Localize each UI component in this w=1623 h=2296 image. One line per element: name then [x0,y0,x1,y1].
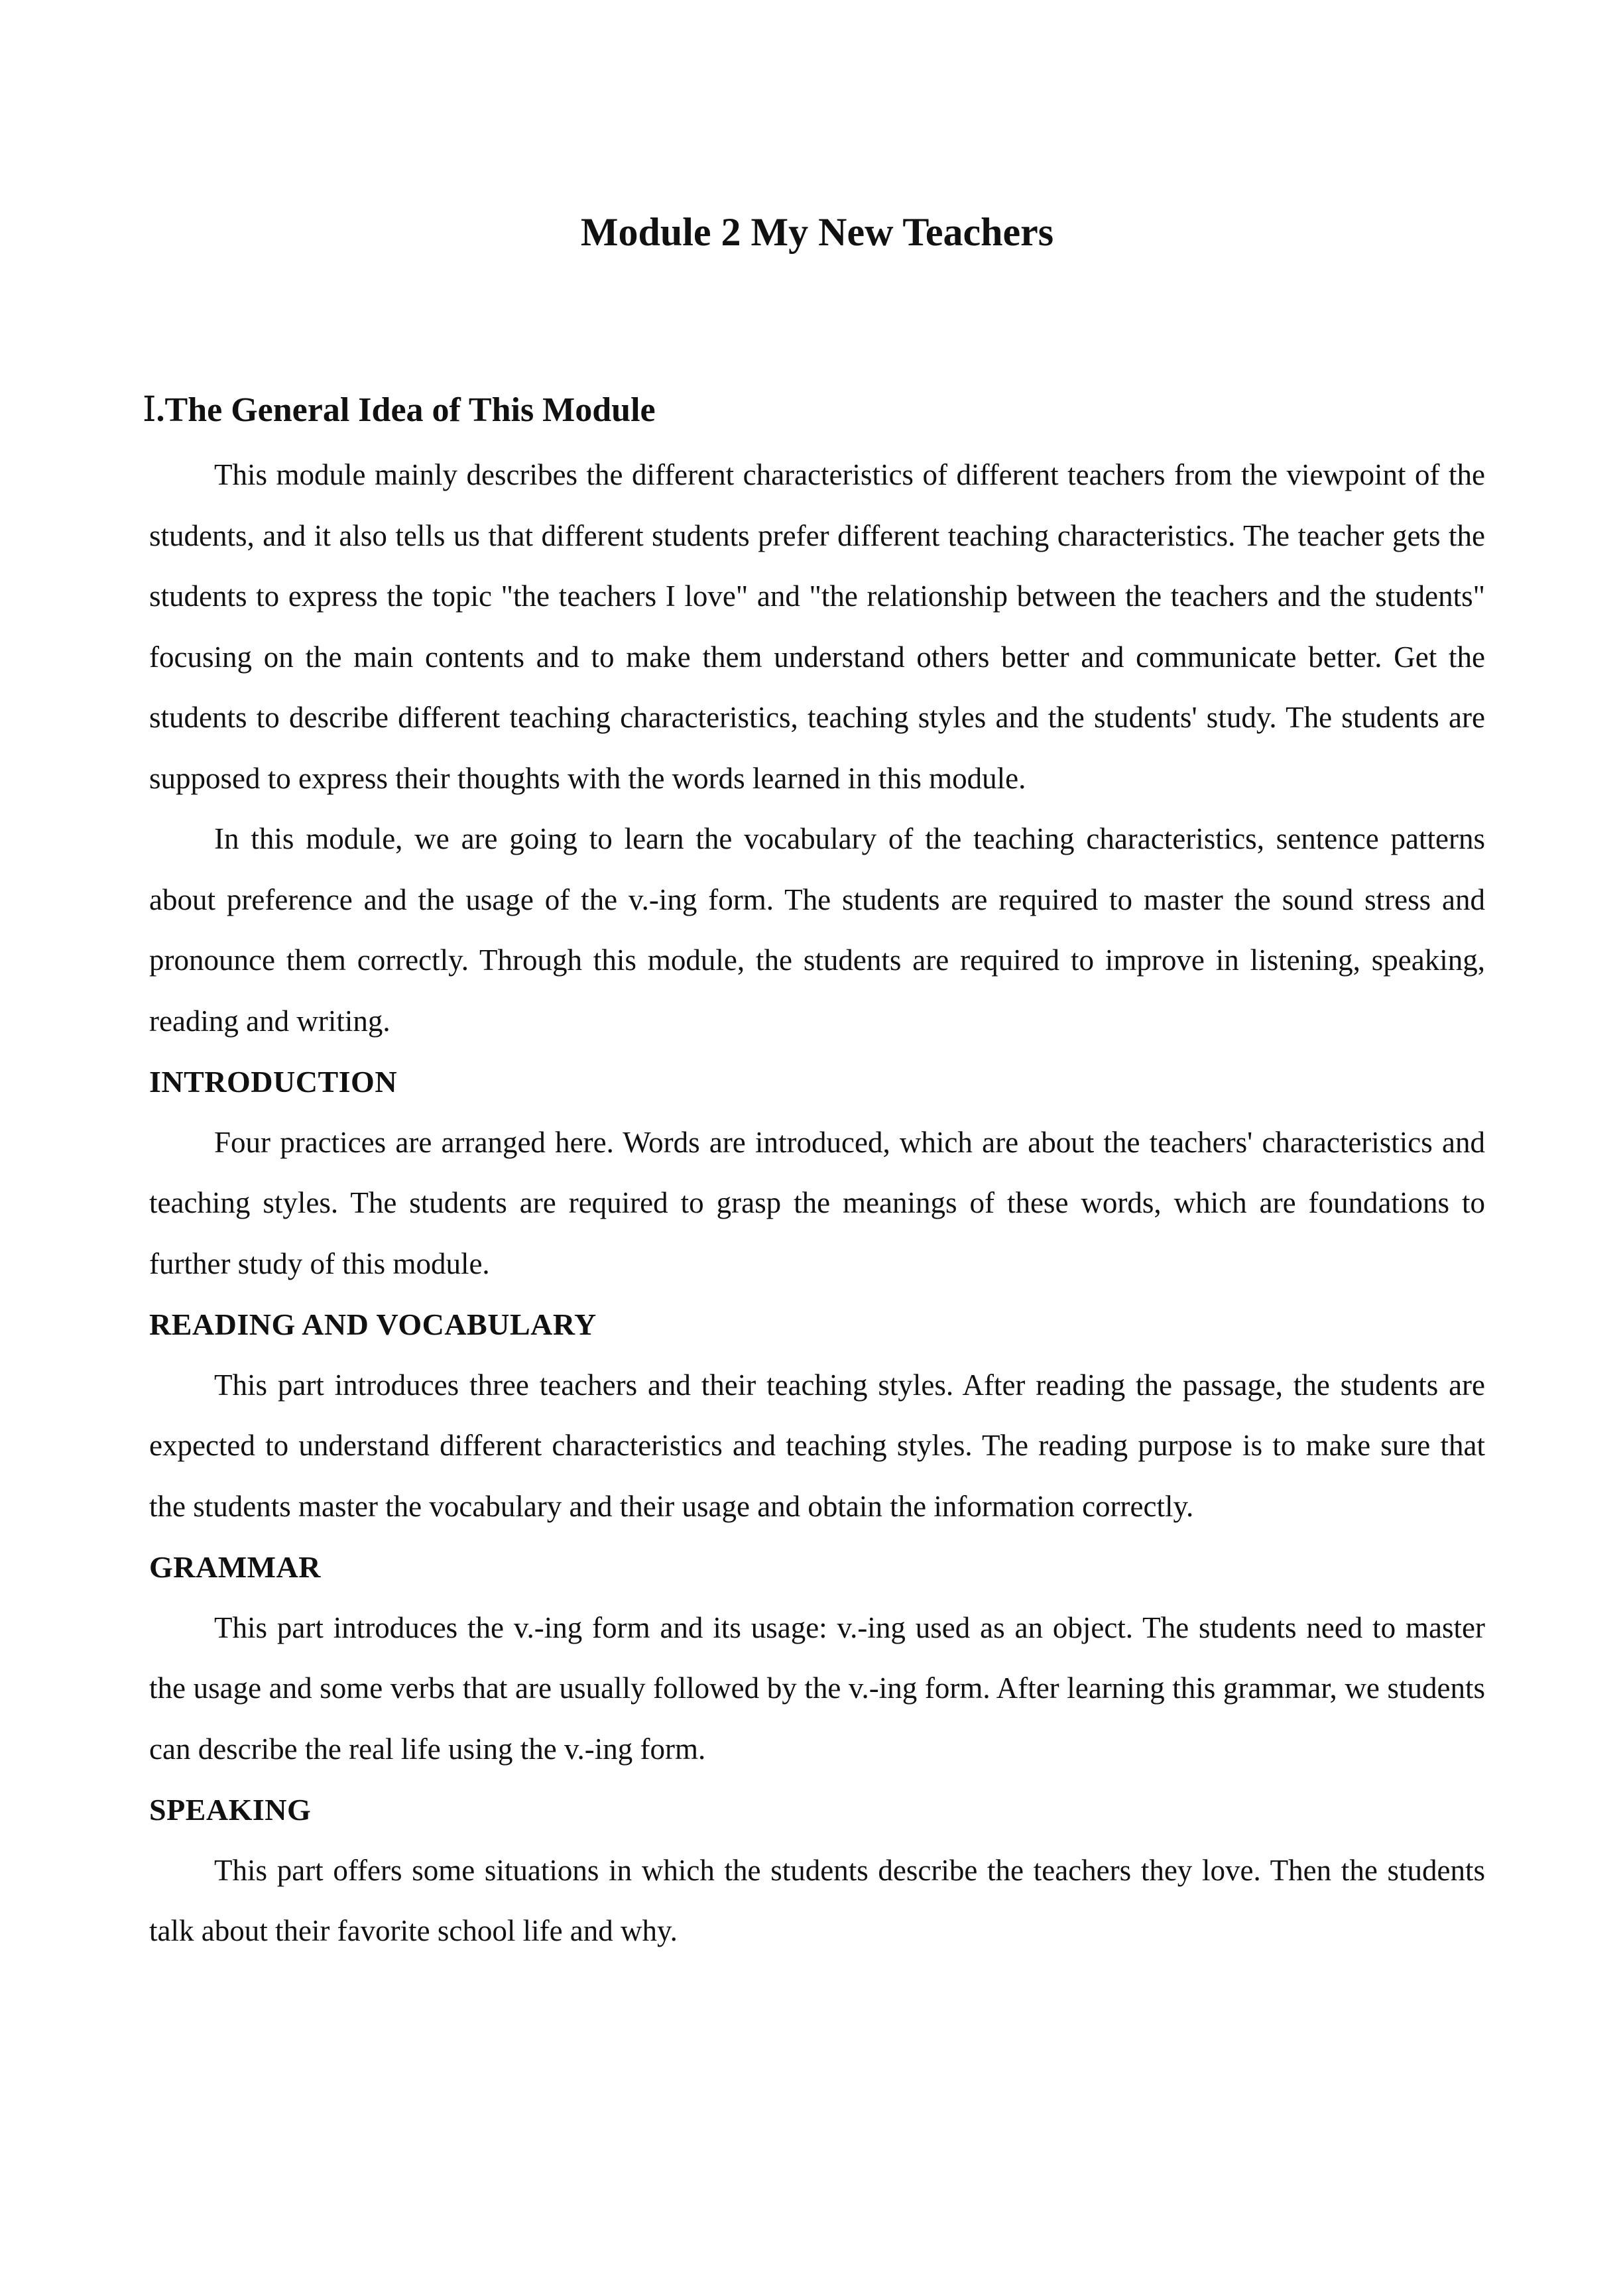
page-title: Module 2 My New Teachers [580,210,1054,254]
introduction-paragraph: Four practices are arranged here. Words are introduced, which are about the teachers' characteristics and teaching styles. The students are required to grasp the meanings of these words, which are foundations to further study of this module. [149,1125,1485,1280]
speaking-heading: SPEAKING [149,1793,312,1827]
reading-vocabulary-paragraph: This part introduces three teachers and their teaching styles. After reading the passage, the students are expected to understand different characteristics and teaching styles. The reading purpose is to make sure that the students master the vocabulary and their usage and obtain the information correctly. [149,1368,1485,1523]
grammar-heading: GRAMMAR [149,1550,321,1584]
speaking-paragraph: This part offers some situations in which the students describe the teachers they love. Then the students talk about their favorite school life and why. [149,1853,1485,1947]
grammar-paragraph: This part introduces the v.-ing form and its usage: v.-ing used as an object. The students need to master the usage and some verbs that are usually followed by the v.-ing form. After learning this grammar, we students can describe the real life using the v.-ing form. [149,1610,1485,1766]
section-heading [143,376,1485,445]
overview-paragraph-1: This module mainly describes the different characteristics of different teachers from the viewpoint of the students, and it also tells us that different students prefer different teaching characteristics. The teacher gets the students to express the topic "the teachers I love" and "the relationship between the teachers and the students" focusing on the main contents and to make them understand others better and communicate better. Get the students to describe different teaching characteristics, teaching styles and the students' study. The students are supposed to express their thoughts with the words learned in this module. [149,458,1485,795]
reading-vocabulary-heading: READING AND VOCABULARY [149,1307,597,1341]
introduction-heading: INTRODUCTION [149,1065,398,1099]
overview-paragraph-2: In this module, we are going to learn the vocabulary of the teaching characteristics, sentence patterns about preference and the usage of the v.-ing form. The students are required to master the sound stress and pronounce them correctly. Through this module, the students are required to improve in listening, speaking, reading and writing. [149,822,1485,1038]
section-title: .The General Idea of This Module [156,391,656,429]
section-numeral: Ⅰ [143,391,156,429]
